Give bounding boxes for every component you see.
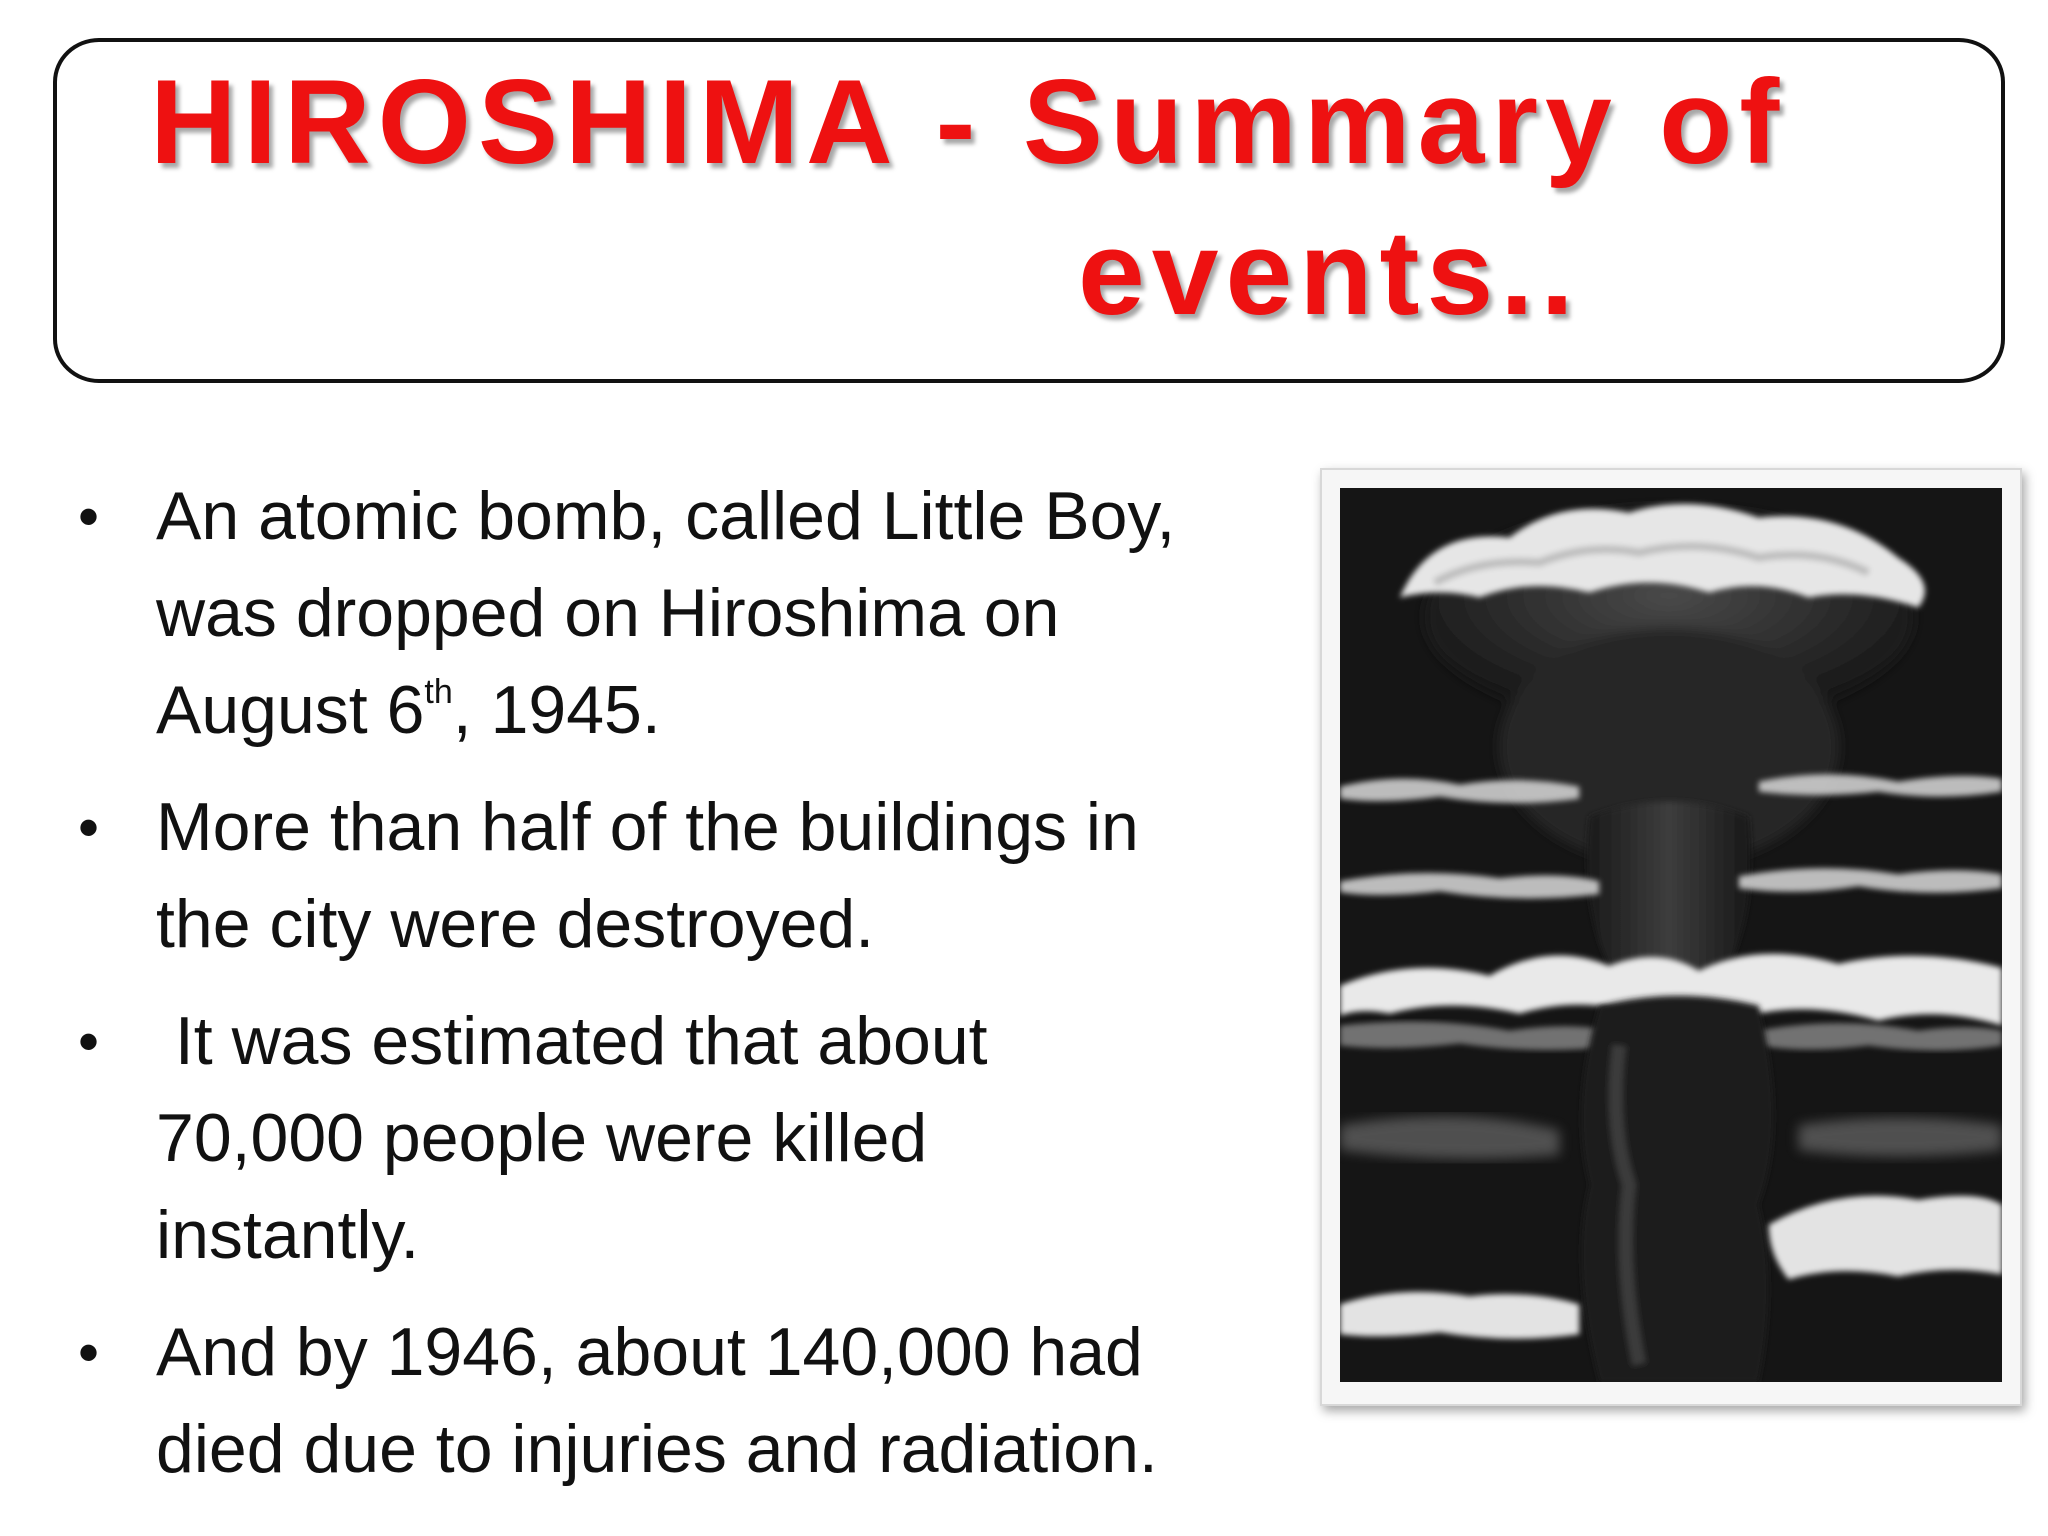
mushroom-cloud-photo	[1340, 488, 2002, 1382]
bullet-dot-icon: •	[78, 483, 100, 550]
bullet-text-line: An atomic bomb, called Little Boy,	[156, 478, 1176, 554]
bullet-text-line: instantly.	[156, 1197, 420, 1273]
bullet-dot-icon: •	[78, 794, 100, 861]
bullet-item-deaths-by-1946	[70, 1304, 1290, 1498]
bullet-text-line: August 6	[156, 672, 425, 748]
bullet-item-bomb-dropped	[70, 468, 1290, 759]
bullet-item-killed-instantly	[70, 993, 1290, 1284]
bullet-item-buildings-destroyed	[70, 779, 1290, 973]
photo-frame	[1320, 468, 2022, 1406]
bullet-text-line: 70,000 people were killed	[156, 1100, 928, 1176]
bullet-text-line: was dropped on Hiroshima on	[156, 575, 1060, 651]
bullet-text-line: the city were destroyed.	[156, 886, 875, 962]
slide-title-line-2: events..	[1078, 206, 1581, 340]
bullet-dot-icon: •	[78, 1008, 100, 1075]
bullet-text-line: And by 1946, about 140,000 had	[156, 1314, 1143, 1390]
bullet-text-line: More than half of the buildings in	[156, 789, 1139, 865]
bullet-list	[70, 468, 1290, 1518]
slide-title-line-1: HIROSHIMA - Summary of	[150, 55, 1787, 189]
bullet-text-line: died due to injuries and radiation.	[156, 1411, 1158, 1487]
bullet-text-line: It was estimated that about	[156, 1003, 988, 1079]
bullet-text-line: , 1945.	[452, 672, 661, 748]
bullet-dot-icon: •	[78, 1319, 100, 1386]
date-ordinal-suffix: th	[424, 673, 453, 711]
